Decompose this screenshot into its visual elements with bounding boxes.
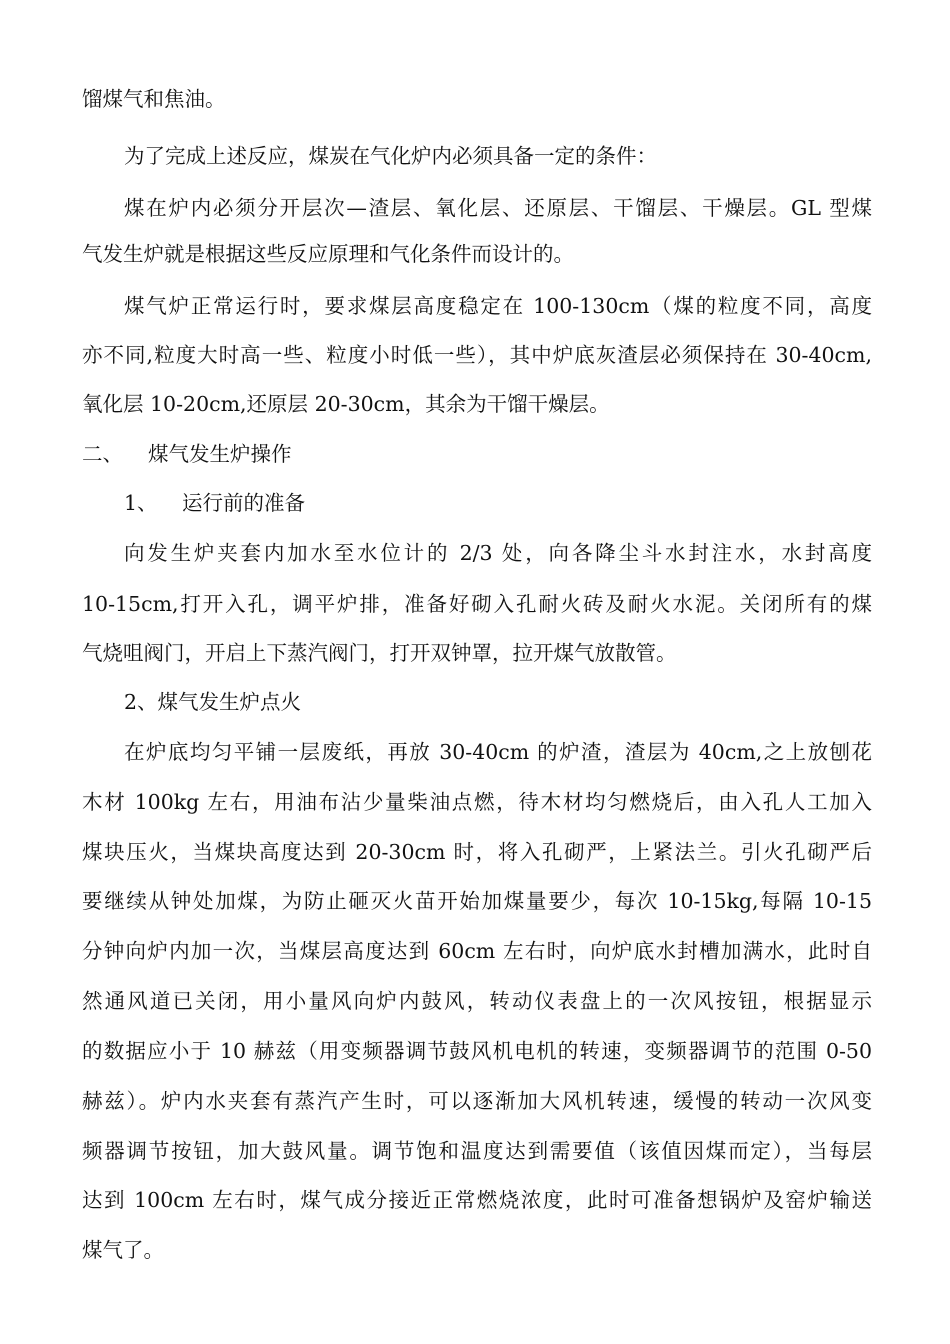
subsection-number: 1、 bbox=[124, 491, 158, 515]
paragraph-line: 煤气了。 bbox=[82, 1238, 164, 1262]
subsection-title: 运行前的准备 bbox=[182, 491, 305, 515]
paragraph-line: 向发生炉夹套内加水至水位计的 2/3 处，向各降尘斗水封注水，水封高度 bbox=[124, 541, 872, 565]
paragraph-line: 10-15cm,打开入孔，调平炉排，准备好砌入孔耐火砖及耐火水泥。关闭所有的煤 bbox=[82, 592, 872, 616]
paragraph-line: 气发生炉就是根据这些反应原理和气化条件而设计的。 bbox=[82, 242, 574, 266]
paragraph-line: 分钟向炉内加一次，当煤层高度达到 60cm 左右时，向炉底水封槽加满水，此时自 bbox=[82, 939, 872, 963]
paragraph-line: 氧化层 10-20cm,还原层 20-30cm，其余为干馏干燥层。 bbox=[82, 392, 610, 416]
paragraph-line: 为了完成上述反应，煤炭在气化炉内必须具备一定的条件： bbox=[124, 144, 657, 168]
section-heading bbox=[82, 439, 382, 469]
section-title: 煤气发生炉操作 bbox=[148, 442, 292, 466]
paragraph-line: 亦不同,粒度大时高一些、粒度小时低一些），其中炉底灰渣层必须保持在 30-40cm, bbox=[82, 343, 872, 367]
paragraph-line: 煤气炉正常运行时，要求煤层高度稳定在 100-130cm（煤的粒度不同，高度 bbox=[124, 294, 872, 318]
paragraph-line: 达到 100cm 左右时，煤气成分接近正常燃烧浓度，此时可准备想锅炉及窑炉输送 bbox=[82, 1188, 872, 1212]
paragraph-line: 木材 100kg 左右，用油布沾少量柴油点燃，待木材均匀燃烧后，由入孔人工加入 bbox=[82, 790, 872, 814]
subsection-heading bbox=[124, 488, 424, 518]
paragraph-line: 气烧咀阀门，开启上下蒸汽阀门，打开双钟罩，拉开煤气放散管。 bbox=[82, 641, 677, 665]
paragraph-line: 赫兹）。炉内水夹套有蒸汽产生时，可以逐渐加大风机转速，缓慢的转动一次风变 bbox=[82, 1089, 872, 1113]
paragraph-line: 煤在炉内必须分开层次—渣层、氧化层、还原层、干馏层、干燥层。GL 型煤 bbox=[124, 196, 872, 220]
paragraph-line: 馏煤气和焦油。 bbox=[82, 87, 226, 111]
paragraph-line: 频器调节按钮，加大鼓风量。调节饱和温度达到需要值（该值因煤而定），当每层 bbox=[82, 1139, 872, 1163]
paragraph-line: 煤块压火，当煤块高度达到 20-30cm 时，将入孔砌严，上紧法兰。引火孔砌严后 bbox=[82, 840, 872, 864]
paragraph-line: 在炉底均匀平铺一层废纸，再放 30-40cm 的炉渣，渣层为 40cm,之上放刨花 bbox=[124, 740, 872, 764]
paragraph-line: 然通风道已关闭，用小量风向炉内鼓风，转动仪表盘上的一次风按钮，根据显示 bbox=[82, 989, 872, 1013]
paragraph-line: 要继续从钟处加煤，为防止砸灭火苗开始加煤量要少，每次 10-15kg,每隔 10-15 bbox=[82, 889, 872, 913]
subsection-heading: 2、煤气发生炉点火 bbox=[124, 690, 302, 714]
section-number: 二、 bbox=[82, 442, 123, 466]
paragraph-line: 的数据应小于 10 赫兹（用变频器调节鼓风机电机的转速，变频器调节的范围 0-50 bbox=[82, 1039, 872, 1063]
